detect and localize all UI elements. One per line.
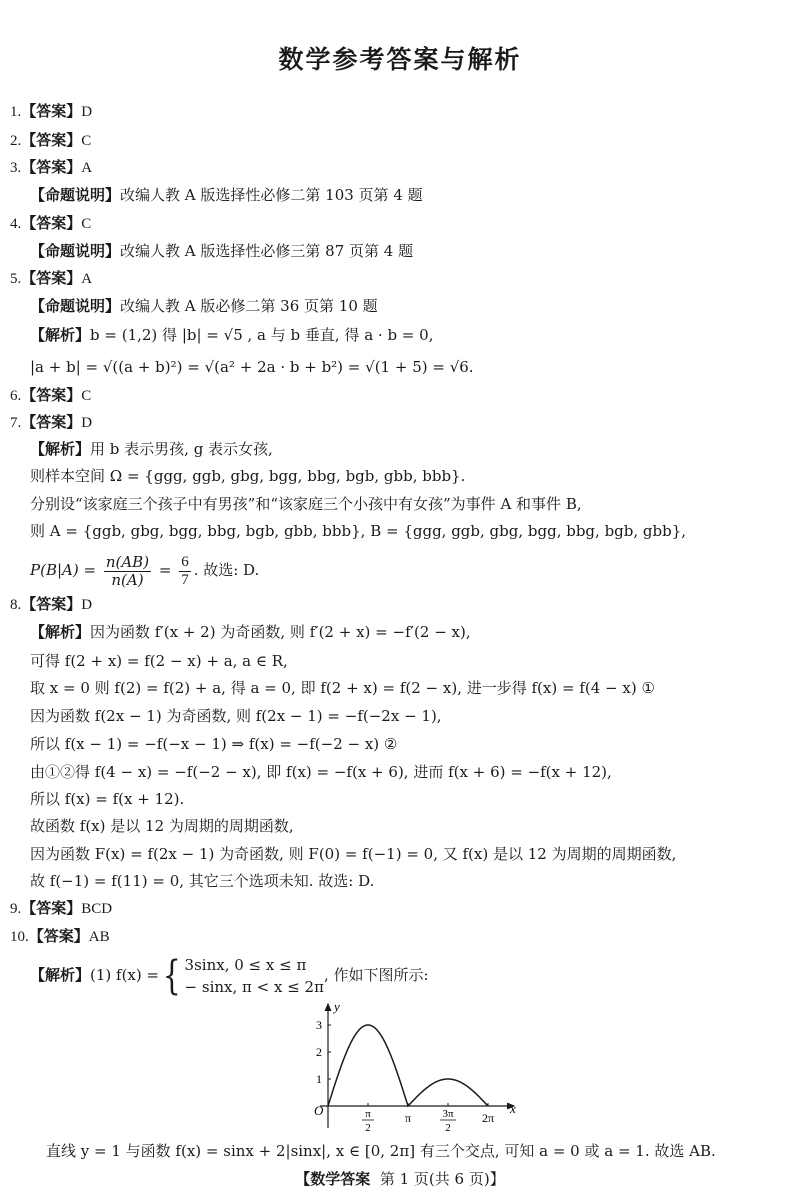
function-graph	[300, 1000, 530, 1140]
note-tag: 【命题说明】	[30, 242, 121, 260]
answer-tag: 【答案】	[21, 595, 82, 613]
solution-line-8e	[30, 733, 397, 755]
solution-text: 取 x = 0 则 f(2) = f(2) + a, 得 a = 0, 即 f(2 + x) = f(2 − x), 进一步得 f(x) = f(4 − x) ①	[30, 679, 655, 697]
answer-value: C	[81, 216, 92, 232]
answer-line-6	[10, 384, 91, 407]
solution-line-8j	[30, 870, 374, 892]
question-number: 9.	[10, 901, 22, 917]
answer-line-3	[10, 156, 92, 179]
solution-text: 因为函数 f(2x − 1) 为奇函数, 则 f(2x − 1) = −f(−2x − 1),	[30, 707, 442, 725]
question-number: 1.	[10, 104, 22, 120]
equals-sign: =	[158, 561, 172, 579]
solution-line-7b	[30, 465, 465, 487]
solution-text: , 作如下图所示:	[323, 966, 429, 984]
solution-conclusion: . 故选: D.	[193, 561, 260, 579]
solution-line-7e	[30, 550, 259, 590]
question-number: 3.	[10, 160, 22, 176]
answer-line-7	[10, 411, 92, 434]
fraction-denominator: 7	[181, 571, 189, 588]
solution-text: 则 A = {ggb, gbg, bgg, bbg, bgb, gbb, bbb}, B = {ggg, ggb, gbg, bgg, bbg, bgb, gbb},	[30, 522, 687, 540]
piecewise-case-2: − sinx, π < x ≤ 2π	[184, 978, 324, 996]
solution-text: 故 f(−1) = f(11) = 0, 其它三个选项未知. 故选: D.	[30, 872, 375, 890]
solution-text: 由①②得 f(4 − x) = −f(−2 − x), 即 f(x) = −f(x + 6), 进而 f(x + 6) = −f(x + 12),	[30, 763, 612, 781]
x-tick-label-half-pi-den: 2	[365, 1122, 371, 1134]
solution-tag: 【解析】	[30, 966, 91, 984]
fraction-denominator: n(A)	[111, 570, 144, 589]
answer-line-1	[10, 100, 92, 123]
note-line-4	[30, 240, 413, 262]
answer-tag: 【答案】	[21, 131, 82, 149]
answer-value: A	[81, 160, 93, 176]
fraction-numerator: 6	[181, 553, 189, 570]
answer-tag: 【答案】	[21, 899, 82, 917]
question-number: 5.	[10, 271, 22, 287]
answer-line-2	[10, 129, 91, 152]
question-number: 2.	[10, 133, 22, 149]
solution-tag: 【解析】	[30, 326, 91, 344]
solution-tag: 【解析】	[30, 440, 91, 458]
y-tick-label-3: 3	[316, 1018, 322, 1032]
solution-line-8c	[30, 677, 655, 699]
solution-text: 则样本空间 Ω = {ggg, ggb, gbg, bgg, bbg, bgb, gbb, bbb}.	[30, 467, 466, 485]
note-text: 改编人教 A 版选择性必修二第 103 页第 4 题	[120, 186, 423, 204]
solution-text: 所以 f(x) = f(x + 12).	[30, 790, 185, 808]
solution-line-7d	[30, 520, 686, 542]
fraction-nab-over-na	[104, 554, 151, 589]
solution-text: 可得 f(2 + x) = f(2 − x) + a, a ∈ R,	[30, 652, 288, 670]
question-number: 4.	[10, 216, 22, 232]
y-axis-label: y	[334, 1000, 340, 1014]
solution-text: 因为函数 F(x) = f(2x − 1) 为奇函数, 则 F(0) = f(−1) = 0, 又 f(x) 是以 12 为周期的周期函数,	[30, 845, 677, 863]
answer-value: C	[81, 388, 92, 404]
solution-line-8h	[30, 815, 294, 837]
solution-line-8f	[30, 761, 612, 783]
origin-label: O	[314, 1103, 324, 1118]
answer-tag: 【答案】	[21, 413, 82, 431]
solution-line-10b	[46, 1140, 716, 1162]
answer-line-8	[10, 593, 92, 616]
left-brace: {	[162, 953, 181, 999]
solution-text: 分别设“该家庭三个孩子中有男孩”和“该家庭三个小孩中有女孩”为事件 A 和事件 B,	[30, 495, 582, 513]
note-text: 改编人教 A 版选择性必修三第 87 页第 4 题	[120, 242, 414, 260]
question-number: 7.	[10, 415, 22, 431]
solution-tag: 【解析】	[30, 623, 91, 641]
solution-text: b = (1,2) 得 |b| = √5 , a 与 b 垂直, 得 a · b = 0,	[90, 326, 434, 344]
x-tick-label-two-pi: 2π	[481, 1111, 495, 1125]
answer-line-5	[10, 267, 92, 290]
solution-line-8b	[30, 650, 288, 672]
answer-line-9	[10, 897, 112, 920]
question-number: 6.	[10, 388, 22, 404]
answer-tag: 【答案】	[21, 386, 82, 404]
answer-value: D	[81, 415, 93, 431]
answer-tag: 【答案】	[21, 158, 82, 176]
solution-text: 直线 y = 1 与函数 f(x) = sinx + 2|sinx|, x ∈ [0, 2π] 有三个交点, 可知 a = 0 或 a = 1. 故选 AB.	[46, 1142, 716, 1160]
solution-line-7a	[30, 438, 273, 460]
answer-tag: 【答案】	[21, 269, 82, 287]
solution-line-8g	[30, 788, 184, 810]
answer-value: C	[81, 133, 92, 149]
solution-text: |a + b| = √((a + b)²) = √(a² + 2a · b + b²) = √(1 + 5) = √6.	[30, 358, 474, 376]
x-tick-label-three-half-pi-num: 3π	[442, 1108, 454, 1120]
solution-text: 所以 f(x − 1) = −f(−x − 1) ⇒ f(x) = −f(−2 − x) ②	[30, 735, 398, 753]
note-tag: 【命题说明】	[30, 186, 121, 204]
answer-value: D	[81, 104, 93, 120]
note-line-3	[30, 184, 423, 206]
page-footer	[0, 1168, 800, 1189]
x-tick-label-three-half-pi-den: 2	[445, 1122, 451, 1134]
solution-text: 因为函数 f′(x + 2) 为奇函数, 则 f′(2 + x) = −f′(2 − x),	[90, 623, 471, 641]
note-text: 改编人教 A 版必修二第 36 页第 10 题	[120, 297, 378, 315]
function-curve	[328, 1025, 488, 1106]
solution-line-5b	[30, 356, 474, 378]
piecewise-cases	[185, 954, 324, 998]
note-tag: 【命题说明】	[30, 297, 121, 315]
x-tick-label-half-pi-num: π	[365, 1108, 371, 1120]
answer-line-10	[10, 925, 110, 948]
x-axis-label: x	[510, 1101, 516, 1116]
footer-tag: 【数学答案	[295, 1170, 371, 1188]
answer-tag: 【答案】	[21, 102, 82, 120]
answer-value: A	[81, 271, 93, 287]
answer-tag: 【答案】	[28, 927, 89, 945]
fraction-numerator: n(AB)	[105, 552, 150, 571]
solution-line-7c	[30, 493, 582, 515]
question-number: 8.	[10, 597, 22, 613]
answer-tag: 【答案】	[21, 214, 82, 232]
answer-value: AB	[88, 929, 110, 945]
piecewise-case-1: 3sinx, 0 ≤ x ≤ π	[184, 956, 307, 974]
solution-text: 用 b 表示男孩, g 表示女孩,	[90, 440, 273, 458]
piecewise-lhs: (1) f(x) =	[90, 966, 160, 984]
fraction-six-sevenths	[179, 554, 191, 589]
probability-lhs: P(B|A) =	[30, 561, 97, 579]
y-tick-label-2: 2	[316, 1045, 322, 1059]
answer-value: BCD	[81, 901, 113, 917]
solution-line-10a	[30, 953, 429, 998]
answer-value: D	[81, 597, 93, 613]
solution-line-8a	[30, 621, 471, 643]
solution-line-8i	[30, 843, 676, 865]
y-tick-label-1: 1	[316, 1072, 322, 1086]
note-line-5	[30, 295, 378, 317]
question-number: 10.	[10, 929, 29, 945]
page-title: 数学参考答案与解析	[278, 45, 522, 74]
answer-line-4	[10, 212, 91, 235]
solution-line-8d	[30, 705, 442, 727]
solution-line-5a	[30, 324, 433, 346]
footer-page: 第 1 页(共 6 页)】	[379, 1170, 505, 1188]
solution-text: 故函数 f(x) 是以 12 为周期的周期函数,	[30, 817, 294, 835]
x-tick-label-pi: π	[404, 1111, 412, 1125]
